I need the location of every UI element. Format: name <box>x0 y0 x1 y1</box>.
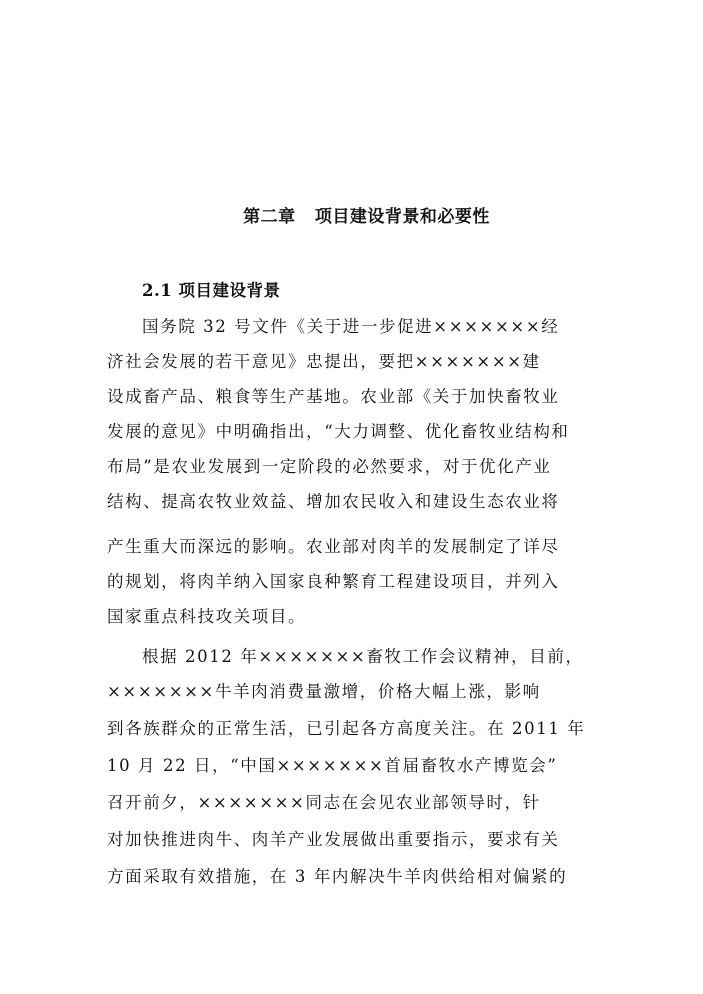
paragraph-line: 济社会发展的若干意见》忠提出，要把×××××××建 <box>107 352 541 371</box>
paragraph-line: 召开前夕，×××××××同志在会见农业部领导时，针 <box>107 793 541 812</box>
paragraph-line: 方面采取有效措施，在 3 年内解决牛羊肉供给相对偏紧的 <box>107 867 568 886</box>
paragraph-line: 的规划，将肉羊纳入国家良种繁育工程建设项目，并列入 <box>107 572 560 591</box>
paragraph-line: ×××××××牛羊肉消费量激增，价格大幅上涨，影响 <box>107 682 541 701</box>
paragraph-line: 国家重点科技攻关项目。 <box>107 607 307 626</box>
paragraph-line: 产生重大而深远的影响。农业部对肉羊的发展制定了详尽 <box>107 537 560 556</box>
section-title: 2.1 项目建设背景 <box>142 281 281 300</box>
paragraph-line: 国务院 32 号文件《关于进一步促进×××××××经 <box>142 317 560 336</box>
chapter-title: 第二章 项目建设背景和必要性 <box>243 207 490 227</box>
paragraph-line: 10 月 22 日，“中国×××××××首届畜牧水产博览会” <box>107 756 558 775</box>
paragraph-line: 发展的意见》中明确指出，“大力调整、优化畜牧业结构和 <box>107 422 570 441</box>
paragraph-line: 到各族群众的正常生活，已引起各方高度关注。在 2011 年 <box>107 719 586 738</box>
paragraph-line: 结构、提高农牧业效益、增加农民收入和建设生态农业将 <box>107 492 560 511</box>
paragraph-line: 对加快推进肉牛、肉羊产业发展做出重要指示，要求有关 <box>107 830 560 849</box>
paragraph-line: 布局”是农业发展到一定阶段的必然要求，对于优化产业 <box>107 457 552 476</box>
paragraph-line: 设成畜产品、粮食等生产基地。农业部《关于加快畜牧业 <box>107 387 560 406</box>
paragraph-line: 根据 2012 年×××××××畜牧工作会议精神，目前， <box>142 647 584 666</box>
